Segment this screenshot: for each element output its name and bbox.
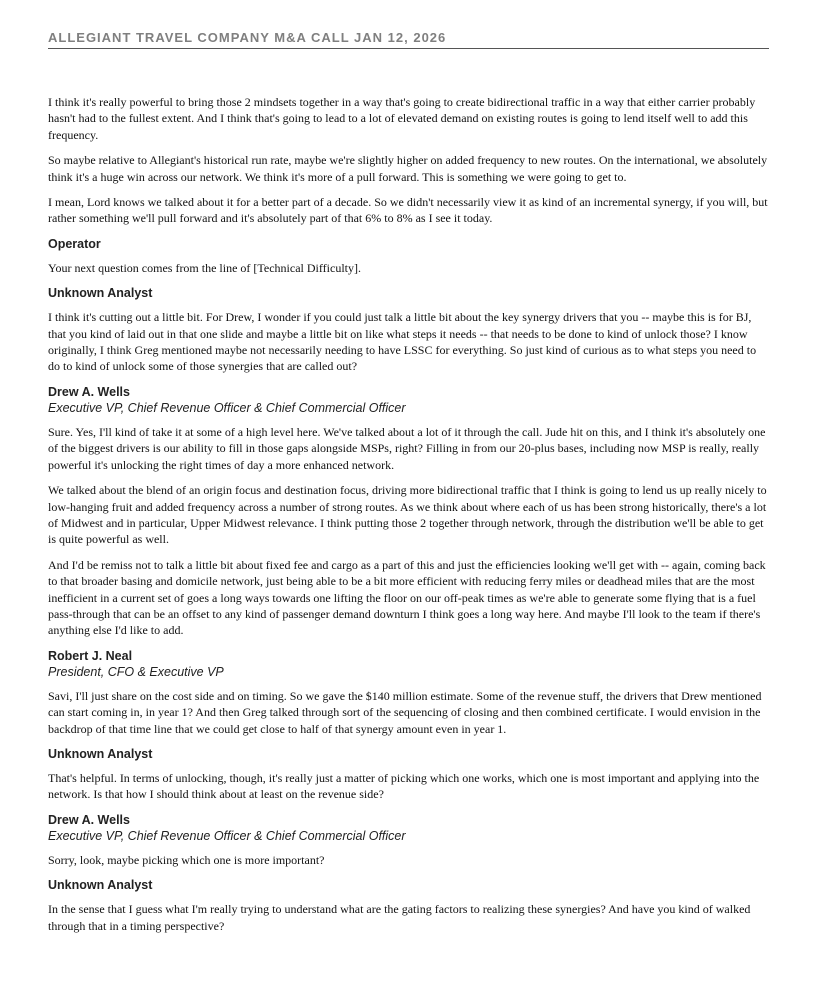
transcript-paragraph: That's helpful. In terms of unlocking, though, it's really just a matter of picking which one works, which one is most important and applying into the network. Is that how I should think about at least on the revenue side? <box>48 770 760 802</box>
speaker-title: President, CFO & Executive VP <box>48 664 224 679</box>
transcript-paragraph: Your next question comes from the line of [Technical Difficulty]. <box>48 260 361 275</box>
speaker-name: Unknown Analyst <box>48 878 153 893</box>
speaker-name: Drew A. Wells <box>48 384 130 399</box>
speaker-block <box>48 746 770 762</box>
speaker-name: Unknown Analyst <box>48 286 153 301</box>
transcript-paragraph: And I'd be remiss not to talk a little bit about fixed fee and cargo as a part of this and just the efficiencies looking we'll get with -- again, coming back to that broader basing and domicile network, just being able to be a bit more efficient with reducing ferry miles or deadhead miles that are the most inefficient in a current set of goes a long ways towards one lifting the floor on our off-peak times as we're able to generate some flying that is a fuel pass-through that can be an offset to any kind of passenger demand downturn I think goes a long way here. And maybe I'll look to the team if there's anything else I'd like to add. <box>48 557 766 638</box>
page-header <box>48 30 769 49</box>
speaker-block <box>48 236 770 252</box>
transcript-paragraph: I mean, Lord knows we talked about it for a better part of a decade. So we didn't necessarily view it as kind of an incremental synergy, if you will, but rather something we'll pull forward and it's absolutely part of that 6% to 8% as I see it today. <box>48 195 768 226</box>
transcript-body <box>48 94 770 943</box>
speaker-name: Operator <box>48 236 101 251</box>
transcript-paragraph: We talked about the blend of an origin focus and destination focus, driving more bidirectional traffic that I think is going to lend us up really nicely to low-hanging fruit and added frequency across a number of strong routes. As we think about where each of us has been strong historically, there's a lot of Midwest and in particular, Upper Midwest relevance. I think putting those 2 together through network, through the distribution we'll be able to get is quite powerful as well. <box>48 483 767 547</box>
transcript-paragraph: I think it's really powerful to bring those 2 mindsets together in a way that's going to create bidirectional traffic in a way that either carrier probably hasn't had to the fullest extent. And I think that's going to lead to a lot of elevated demand on existing routes is going to lend itself well to add this frequency. <box>48 95 756 142</box>
transcript-paragraph: Sure. Yes, I'll kind of take it at some of a high level here. We've talked about a lot of it through the call. Jude hit on this, and I think it's absolutely one of the biggest drivers is our ability to fill in those gaps alongside MSPs, right? Filling in from our 20-plus bases, including now MSP is really, really powerful it's unlocking the right times of day a more enhanced network. <box>48 424 766 472</box>
transcript-paragraph: Savi, I'll just share on the cost side and on timing. So we gave the $140 million estimate. Some of the revenue stuff, the drivers that Drew mentioned can start coming in, in year 1? And then Greg talked through sort of the sequencing of closing and then combined certificate. I would envision in the backdrop of that time line that we could get close to half of that synergy amount even in year 1. <box>48 688 762 736</box>
document-title: ALLEGIANT TRAVEL COMPANY M&A CALL JAN 12, 2026 <box>48 30 447 45</box>
transcript-paragraph: In the sense that I guess what I'm really trying to understand what are the gating factors to realizing these synergies? And have you kind of walked through that in a timing perspective? <box>48 902 751 933</box>
speaker-block <box>48 812 770 844</box>
transcript-paragraph: I think it's cutting out a little bit. For Drew, I wonder if you could just talk a little bit about the key synergy drivers that you -- maybe this is for BJ, that you kind of laid out in that one slide and maybe a little bit on like what steps it needs -- that needs to be done to kind of unlock those? I know originally, I think Greg mentioned maybe not necessarily needing to have LSSC for everything. So just kind of curious as to what steps you need to do to kind of unlock some of those synergies that are called out? <box>48 310 757 374</box>
speaker-name: Robert J. Neal <box>48 648 133 663</box>
speaker-block <box>48 384 770 416</box>
speaker-name: Drew A. Wells <box>48 812 130 827</box>
speaker-block <box>48 877 770 893</box>
transcript-paragraph: Sorry, look, maybe picking which one is more important? <box>48 852 325 867</box>
speaker-title: Executive VP, Chief Revenue Officer & Chief Commercial Officer <box>48 828 406 843</box>
transcript-paragraph: So maybe relative to Allegiant's historical run rate, maybe we're slightly higher on added frequency to new routes. On the international, we absolutely think it's a huge win across our network. We think it's more of a pull forward. This is something we were going to get to. <box>48 153 768 184</box>
speaker-block <box>48 648 770 680</box>
speaker-block <box>48 285 770 301</box>
speaker-title: Executive VP, Chief Revenue Officer & Chief Commercial Officer <box>48 400 406 415</box>
speaker-name: Unknown Analyst <box>48 746 153 761</box>
